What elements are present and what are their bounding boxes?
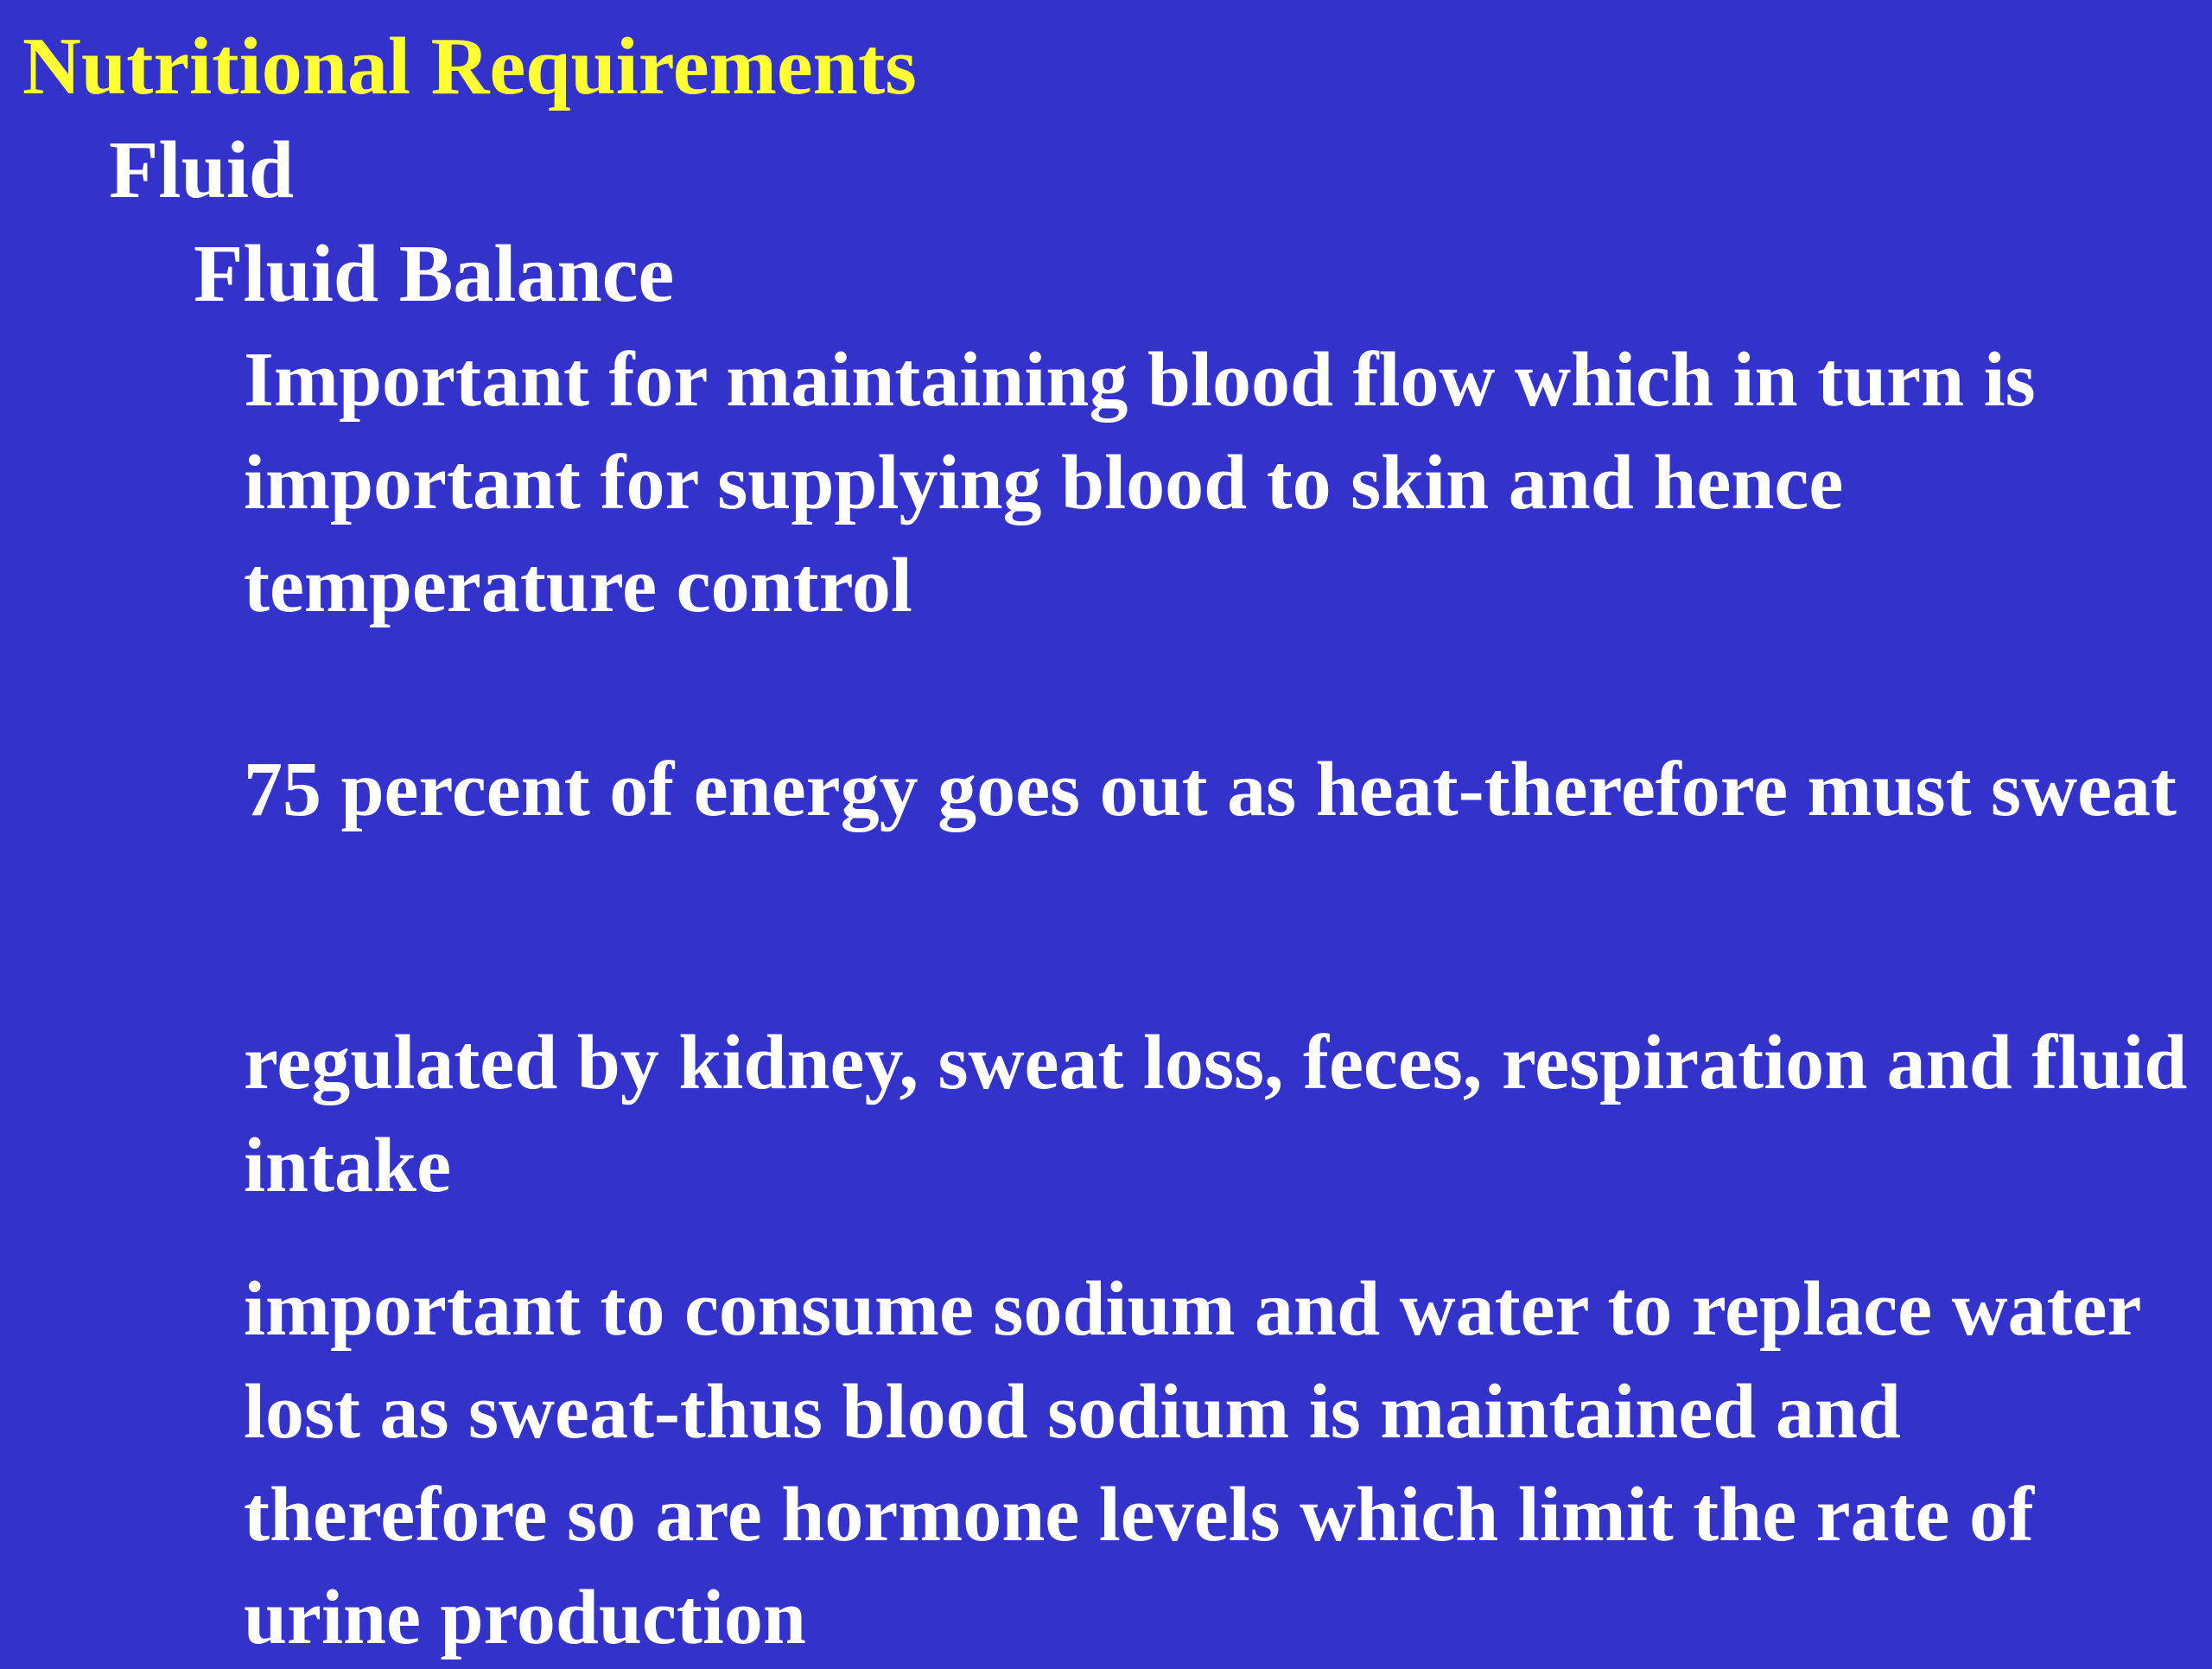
- body-paragraph: important to consume sodium and water to replace water lost as sweat-thus blood sodium is maintained and therefore so are hormone levels which limit the rate of urine production: [244, 1266, 2140, 1660]
- section-heading: Fluid: [109, 125, 295, 215]
- body-paragraph: 75 percent of energy goes out as heat-therefore must sweat: [244, 747, 2177, 832]
- slide-title: Nutritional Requirements: [22, 22, 917, 111]
- subsection-heading: Fluid Balance: [194, 229, 675, 319]
- body-paragraph: Important for maintaining blood flow which in turn is important for supplying blood to skin and hence temperature control: [244, 337, 2036, 628]
- body-paragraph: regulated by kidney, sweat loss, feces, respiration and fluid intake: [244, 1020, 2188, 1208]
